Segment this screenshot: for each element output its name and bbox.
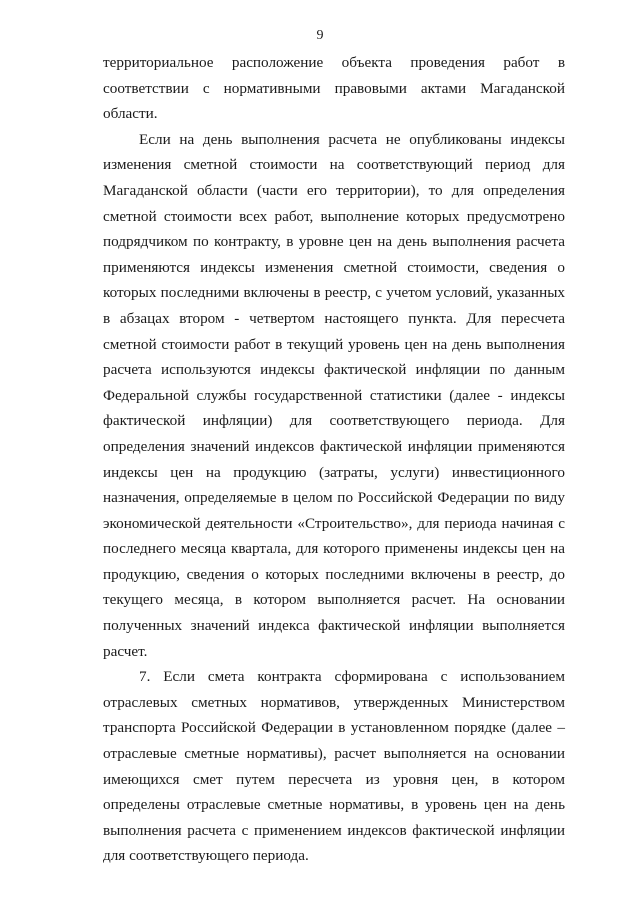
paragraph-continuation: территориальное расположение объекта проведения работ в соответствии с нормативными правовыми актами Магаданской области. [103,54,565,123]
document-body [103,50,565,869]
paragraph-index-rules: Если на день выполнения расчета не опубликованы индексы изменения сметной стоимости на соответствующий период для Магаданской области (части его территории), то для определения сметной стоимости всех работ, выполнение которых предусмотрено подрядчиком по контракту, в уровне цен на день выполнения расчета применяются индексы изменения сметной стоимости, сведения о которых последними включены в реестр, с учетом условий, указанных в абзацах втором - четвертом настоящего пункта. Для пересчета сметной стоимости работ в текущий уровень цен на день выполнения расчета используются индексы фактической инфляции по данным Федеральной службы государственной статистики (далее - индексы фактической инфляции) для соответствующего периода. Для определения значений индексов фактической инфляции применяются индексы цен на продукцию (затраты, услуги) инвестиционного назначения, определяемые в целом по Российской Федерации по виду экономической деятельности «Строительство», для периода начиная с последнего месяца квартала, для которого применены индексы цен на продукцию, сведения о которых последними включены в реестр, до текущего месяца, в котором выполняется расчет. На основании полученных значений индекса фактической инфляции выполняется расчет. [103,130,565,660]
page-number: 9 [316,28,324,43]
paragraph-item-7: 7. Если смета контракта сформирована с использованием отраслевых сметных нормативов, утвержденных Министерством транспорта Российской Федерации в установленном порядке (далее – отраслевые сметные нормативы), расчет выполняется на основании имеющихся смет путем пересчета из уровня цен, в котором определены отраслевые сметные нормативы, в уровень цен на день выполнения расчета с применением индексов фактической инфляции для соответствующего периода. [103,668,565,865]
